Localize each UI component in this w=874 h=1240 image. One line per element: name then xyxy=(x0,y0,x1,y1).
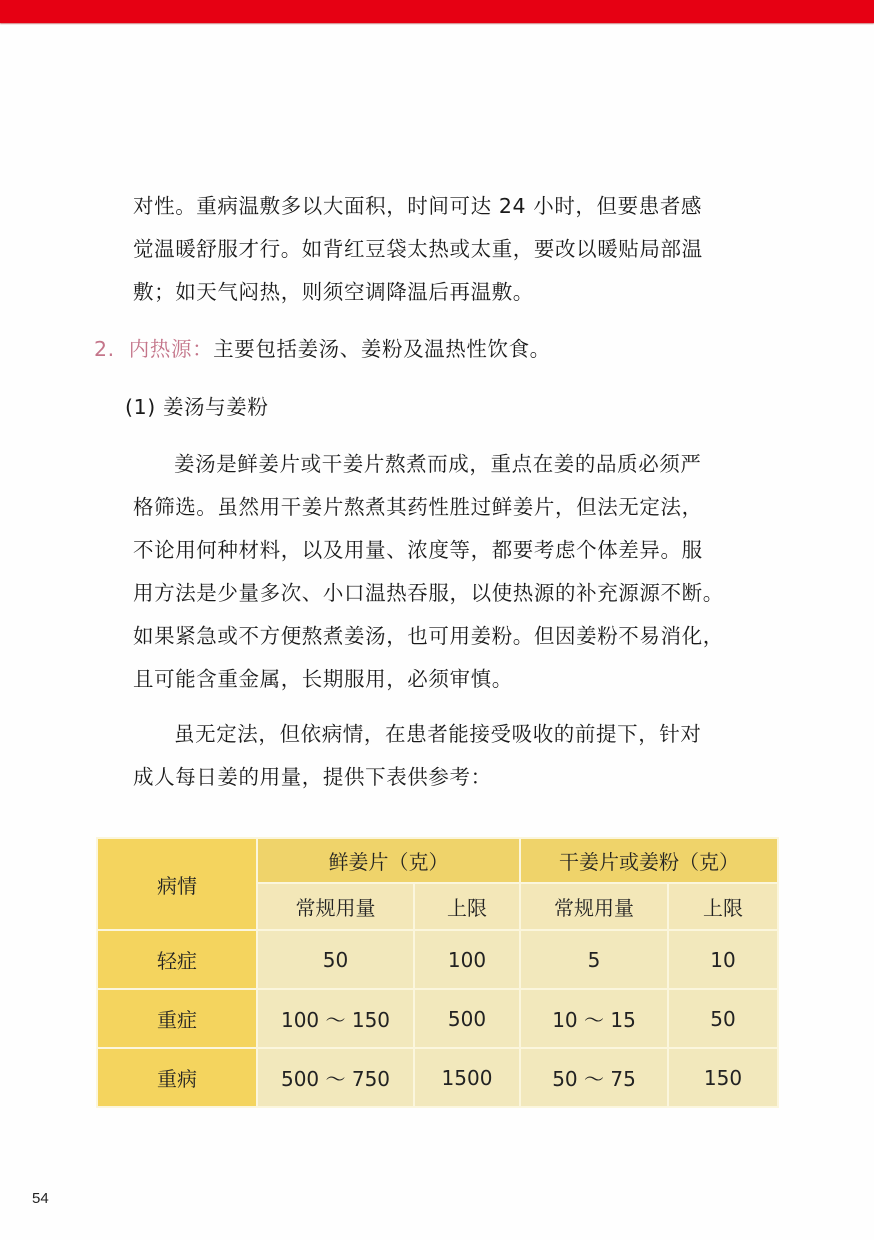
table-cell: 500 xyxy=(414,989,520,1048)
text-line: 如果紧急或不方便熬煮姜汤，也可用姜粉。但因姜粉不易消化， xyxy=(133,624,724,648)
table-cell: 50 xyxy=(668,989,778,1048)
subheader-limit: 上限 xyxy=(414,883,520,930)
top-accent-bar xyxy=(0,0,874,23)
table-cell: 10 ～ 15 xyxy=(520,989,668,1048)
row-condition: 重病 xyxy=(97,1048,257,1107)
text-line: 且可能含重金属，长期服用，必须审慎。 xyxy=(133,667,513,691)
text-line: 觉温暖舒服才行。如背红豆袋太热或太重，要改以暖贴局部温 xyxy=(133,237,703,261)
subheader-regular: 常规用量 xyxy=(520,883,668,930)
text-line: 格筛选。虽然用干姜片熬煮其药性胜过鲜姜片，但法无定法， xyxy=(133,495,703,519)
text-line: 对性。重病温敷多以大面积，时间可达 24 小时，但要患者感 xyxy=(133,194,703,218)
text-line: 用方法是少量多次、小口温热吞服，以使热源的补充源源不断。 xyxy=(133,581,724,605)
table-row xyxy=(97,989,778,1048)
table-cell: 10 xyxy=(668,930,778,989)
section-heading-internal-heat xyxy=(94,328,551,371)
paragraph-ginger-soup xyxy=(133,443,783,701)
text-line: 虽无定法，但依病情，在患者能接受吸收的前提下，针对 xyxy=(174,722,702,746)
subheader-regular: 常规用量 xyxy=(257,883,414,930)
table-row xyxy=(97,1048,778,1107)
paragraph-dosage-intro xyxy=(133,713,783,799)
table-cell: 100 xyxy=(414,930,520,989)
section-keyword: 内热源： xyxy=(128,337,214,361)
subheader-limit: 上限 xyxy=(668,883,778,930)
text-line: 姜汤是鲜姜片或干姜片熬煮而成，重点在姜的品质必须严 xyxy=(174,452,702,476)
table-cell: 150 xyxy=(668,1048,778,1107)
section-number: 2. xyxy=(94,337,115,361)
table-cell: 1500 xyxy=(414,1048,520,1107)
row-condition: 轻症 xyxy=(97,930,257,989)
text-line: 敷；如天气闷热，则须空调降温后再温敷。 xyxy=(133,280,534,304)
text-line: 成人每日姜的用量，提供下表供参考： xyxy=(133,765,492,789)
ginger-dosage-table xyxy=(96,837,779,1108)
table-cell: 50 xyxy=(257,930,414,989)
table-header-row xyxy=(97,838,778,883)
table-cell: 500 ～ 750 xyxy=(257,1048,414,1107)
row-condition: 重症 xyxy=(97,989,257,1048)
table-cell: 100 ～ 150 xyxy=(257,989,414,1048)
dry-ginger-header: 干姜片或姜粉（克） xyxy=(520,838,778,883)
page-number: 54 xyxy=(32,1190,49,1207)
condition-header: 病情 xyxy=(97,838,257,930)
sub-heading-ginger-soup: (1) 姜汤与姜粉 xyxy=(125,395,269,419)
table-cell: 5 xyxy=(520,930,668,989)
table-cell: 50 ～ 75 xyxy=(520,1048,668,1107)
fresh-ginger-header: 鲜姜片（克） xyxy=(257,838,520,883)
table-row xyxy=(97,930,778,989)
paragraph-warm-compress xyxy=(133,185,783,314)
text-line: 不论用何种材料，以及用量、浓度等，都要考虑个体差异。服 xyxy=(133,538,703,562)
section-text: 主要包括姜汤、姜粉及温热性饮食。 xyxy=(213,337,551,361)
